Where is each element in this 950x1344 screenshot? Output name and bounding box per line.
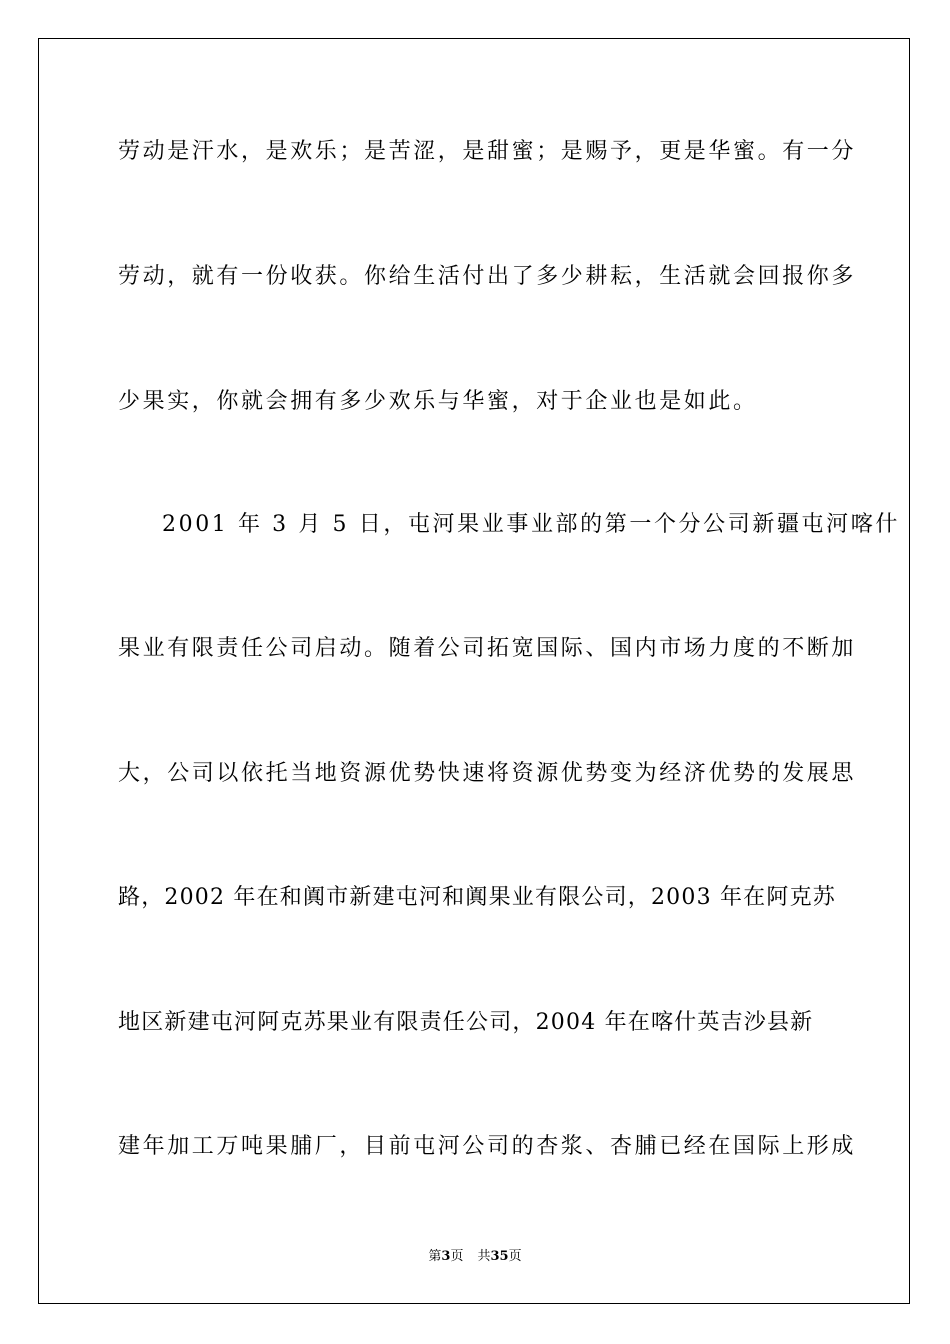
paragraph-line-9: 建年加工万吨果脯厂，目前屯河公司的杏浆、杏脯已经在国际上形成: [118, 1134, 857, 1159]
paragraph-line-5: 果业有限责任公司启动。随着公司拓宽国际、国内市场力度的不断加: [118, 636, 857, 661]
page-footer: [0, 1248, 950, 1266]
paragraph-line-1: 劳动是汗水，是欢乐；是苦涩，是甜蜜；是赐予，更是华蜜。有一分: [118, 139, 857, 164]
page-border: [38, 38, 910, 1304]
paragraph-line-8: 地区新建屯河阿克苏果业有限责任公司，2004 年在喀什英吉沙县新: [118, 1010, 814, 1035]
paragraph-line-3: 少果实，你就会拥有多少欢乐与华蜜，对于企业也是如此。: [118, 389, 758, 414]
paragraph-line-6: 大，公司以依托当地资源优势快速将资源优势变为经济优势的发展思: [118, 761, 857, 786]
total-label-prefix: 共: [477, 1249, 491, 1264]
page-label-suffix: 页: [450, 1249, 464, 1264]
total-label-suffix: 页: [508, 1249, 522, 1264]
paragraph-line-4: 2001 年 3 月 5 日，屯河果业事业部的第一个分公司新疆屯河喀什: [162, 512, 900, 537]
page-number: 3: [441, 1249, 451, 1264]
paragraph-line-2: 劳动，就有一份收获。你给生活付出了多少耕耘，生活就会回报你多: [118, 264, 857, 289]
paragraph-line-7: 路，2002 年在和阗市新建屯河和阗果业有限公司，2003 年在阿克苏: [118, 885, 836, 910]
page-label-prefix: 第: [428, 1249, 442, 1264]
total-pages: 35: [490, 1249, 509, 1264]
